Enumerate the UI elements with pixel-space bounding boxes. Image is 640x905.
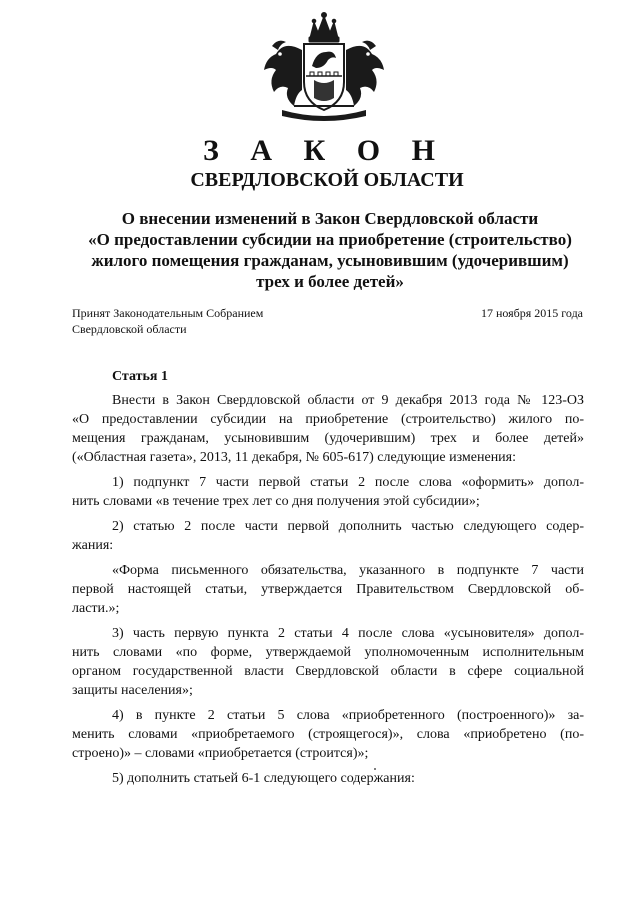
paragraph [72,624,584,700]
paragraph-line: («Областная газета», 2013, 11 декабря, № 605-617) следующие изменения: [72,450,517,465]
paragraph [72,769,584,788]
paragraph-line: Внести в Закон Свердловской области от 9 декабря 2013 года № 123-ОЗ [112,393,584,408]
paragraph-line: «О предоставлении субсидии на приобретение (строительство) жилого по- [72,412,584,427]
adopted-by-line: Принят Законодательным Собранием [72,306,264,320]
law-name [70,208,590,292]
adoption-date: 17 ноября 2015 года [480,306,583,320]
paragraph [72,391,584,467]
paragraph-line: мещения гражданам, усыновившим (удочерившим) трех и более детей» [72,431,584,446]
law-name-line: жилого помещения гражданам, усыновившим (удочерившим) [91,251,569,270]
law-name-line: «О предоставлении субсидии на приобретение (строительство) [88,230,572,249]
coat-of-arms-emblem [254,10,394,122]
document-title: З А К О Н [203,134,447,167]
adoption-info [72,305,263,337]
paragraph-line: «Форма письменного обязательства, указанного в подпункте 7 части [112,563,584,578]
paragraph-line: защиты населения»; [72,683,193,698]
paragraph-line: 4) в пункте 2 статьи 5 слова «приобретенного (построенного)» за- [112,708,584,723]
paragraph [72,517,584,555]
document-region: СВЕРДЛОВСКОЙ ОБЛАСТИ [190,169,464,191]
paragraph-line: 3) часть первую пункта 2 статьи 4 после слова «усыновителя» допол- [112,626,584,641]
paragraph-line: нить словами «в течение трех лет со дня получения этой субсидии»; [72,494,480,509]
paragraph [72,561,584,618]
law-name-line: трех и более детей» [256,272,404,291]
paragraph-line: ласти.»; [72,601,120,616]
paragraph-line: 5) дополнить статьей 6-1 следующего содержания: [112,771,415,786]
paragraph-line: менить словами «приобретаемого (строящегося)», слова «приобретено (по- [72,727,584,742]
paragraph-line: 1) подпункт 7 части первой статьи 2 после слова «оформить» допол- [112,475,584,490]
adopted-by-line: Свердловской области [72,322,187,336]
paragraph-line: органом государственной власти Свердловской области в сфере социальной [72,664,584,679]
article-body [72,391,584,794]
scan-artifact [374,768,376,770]
article-heading: Статья 1 [112,369,168,384]
paragraph-line: нить словами «по форме, утверждаемой уполномоченным исполнительным [72,645,584,660]
paragraph [72,706,584,763]
law-name-line: О внесении изменений в Закон Свердловской области [121,209,539,228]
paragraph-line: жания: [72,538,114,553]
paragraph-line: 2) статью 2 после части первой дополнить частью следующего содер- [112,519,584,534]
paragraph [72,473,584,511]
paragraph-line: строено)» – словами «приобретается (строится)»; [72,746,369,761]
paragraph-line: первой настоящей статьи, утверждается Правительством Свердловской об- [72,582,584,597]
